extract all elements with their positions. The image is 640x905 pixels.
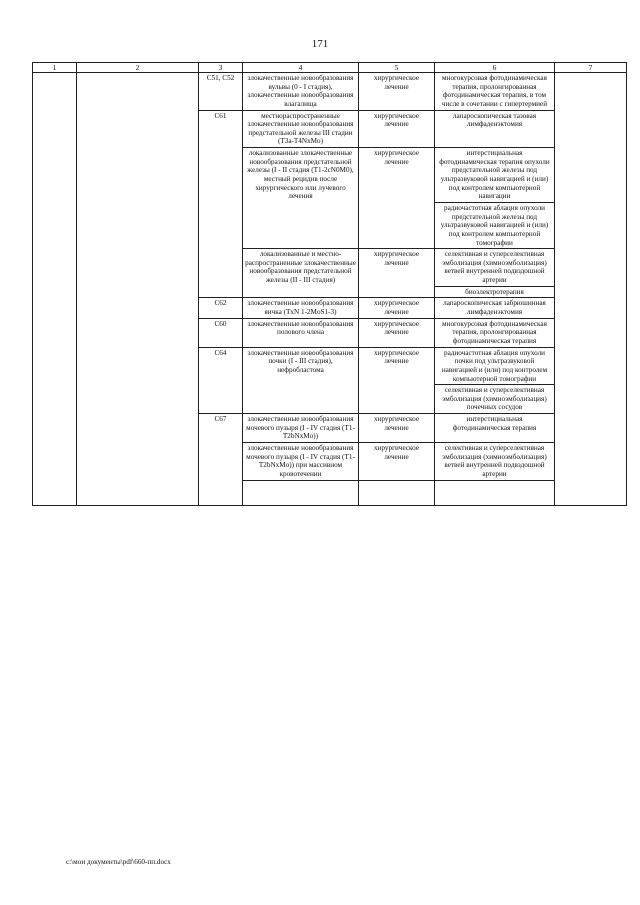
icd-code: C62: [199, 298, 243, 318]
treatment: хирургическое лечение: [359, 347, 435, 413]
condition: злокачественные новообразования мочевого пузыря (I - IV стадия (T1-T2bNxMo)) при массивном кровотечении: [243, 442, 359, 480]
table-row: [33, 73, 627, 111]
column-header: 3: [199, 63, 243, 73]
treatment: хирургическое лечение: [359, 73, 435, 111]
column-header: 5: [359, 63, 435, 73]
condition: локализованные злокачественные новообразования предстательной железы (I - II стадия (T1-2cN0M0), местный рецидив после хирургического или лучевого лечения: [243, 148, 359, 249]
method: лапароскопическая забрюшинная лимфаденэктомия: [435, 298, 555, 318]
condition: местнораспространенные злокачественные новообразования предстательной железы III стадии (T3a-T4NxMo): [243, 110, 359, 148]
cell-col2: [77, 73, 199, 506]
icd-code: C61: [199, 110, 243, 298]
condition: злокачественные новообразования мочевого пузыря (I - IV стадия (T1-T2bNxMo)): [243, 414, 359, 443]
condition: злокачественные новообразования яичка (TxN 1-2MoS1-3): [243, 298, 359, 318]
method: лапароскопическая тазовая лимфаденэктомия: [435, 110, 555, 148]
page-number: 171: [311, 38, 329, 50]
method: селективная и суперселективная эмболизация (химиоэмболизация) ветвей внутренней подвздошной артерии: [435, 249, 555, 287]
method: биоэлектротерапия: [435, 286, 555, 298]
procedures-table: [32, 62, 627, 506]
cell-col7: [555, 73, 627, 506]
treatment: хирургическое лечение: [359, 298, 435, 318]
empty-cell: [243, 480, 359, 505]
empty-cell: [359, 480, 435, 505]
method: селективная и суперселективная эмболизация (химиоэмболизация) почечных сосудов: [435, 385, 555, 414]
treatment: хирургическое лечение: [359, 414, 435, 443]
icd-code: C51, C52: [199, 73, 243, 111]
treatment: хирургическое лечение: [359, 249, 435, 298]
method: многокурсовая фотодинамическая терапия, пролонгированная фотодинамическая терапия, в том числе в сочетании с гипертермией: [435, 73, 555, 111]
icd-code: C67: [199, 414, 243, 505]
file-path-footer: c:\мои документы\pdf\660-пп.docx: [66, 858, 171, 866]
icd-code: C60: [199, 318, 243, 347]
condition: злокачественные новообразования почки (I - III стадия), нефробластома: [243, 347, 359, 413]
column-header: 7: [555, 63, 627, 73]
header-row: [33, 63, 627, 73]
method: интерстициальная фотодинамическая терапия опухоли предстательной железы под ультразвуковой навигацией и (или) под контролем компьютерной навигации: [435, 148, 555, 203]
treatment: хирургическое лечение: [359, 110, 435, 148]
column-header: 1: [33, 63, 77, 73]
condition: злокачественные новообразования полового члена: [243, 318, 359, 347]
cell-col1: [33, 73, 77, 506]
method: радиочастотная аблация опухоли почки под ультразвуковой навигацией и (или) под контролем компьютерной томографии: [435, 347, 555, 385]
condition: злокачественные новообразования вульвы (0 - I стадия), злокачественные новообразования влагалища: [243, 73, 359, 111]
condition: локализованные и местно-распространенные злокачественные новообразования предстательной железы (II - III стадия): [243, 249, 359, 298]
column-header: 2: [77, 63, 199, 73]
column-header: 4: [243, 63, 359, 73]
method: интерстициальная фотодинамическая терапия: [435, 414, 555, 443]
method: селективная и суперселективная эмболизация (химиоэмболизация) ветвей внутренней подвздошной артерии: [435, 442, 555, 480]
method: радиочастотная аблация опухоли предстательной железы под ультразвуковой навигацией и (или) под контролем компьютерной томографии: [435, 202, 555, 248]
treatment: хирургическое лечение: [359, 442, 435, 480]
icd-code: C64: [199, 347, 243, 413]
treatment: хирургическое лечение: [359, 318, 435, 347]
column-header: 6: [435, 63, 555, 73]
empty-cell: [435, 480, 555, 505]
method: многокурсовая фотодинамическая терапия, пролонгированная фотодинамическая терапия: [435, 318, 555, 347]
treatment: хирургическое лечение: [359, 148, 435, 249]
